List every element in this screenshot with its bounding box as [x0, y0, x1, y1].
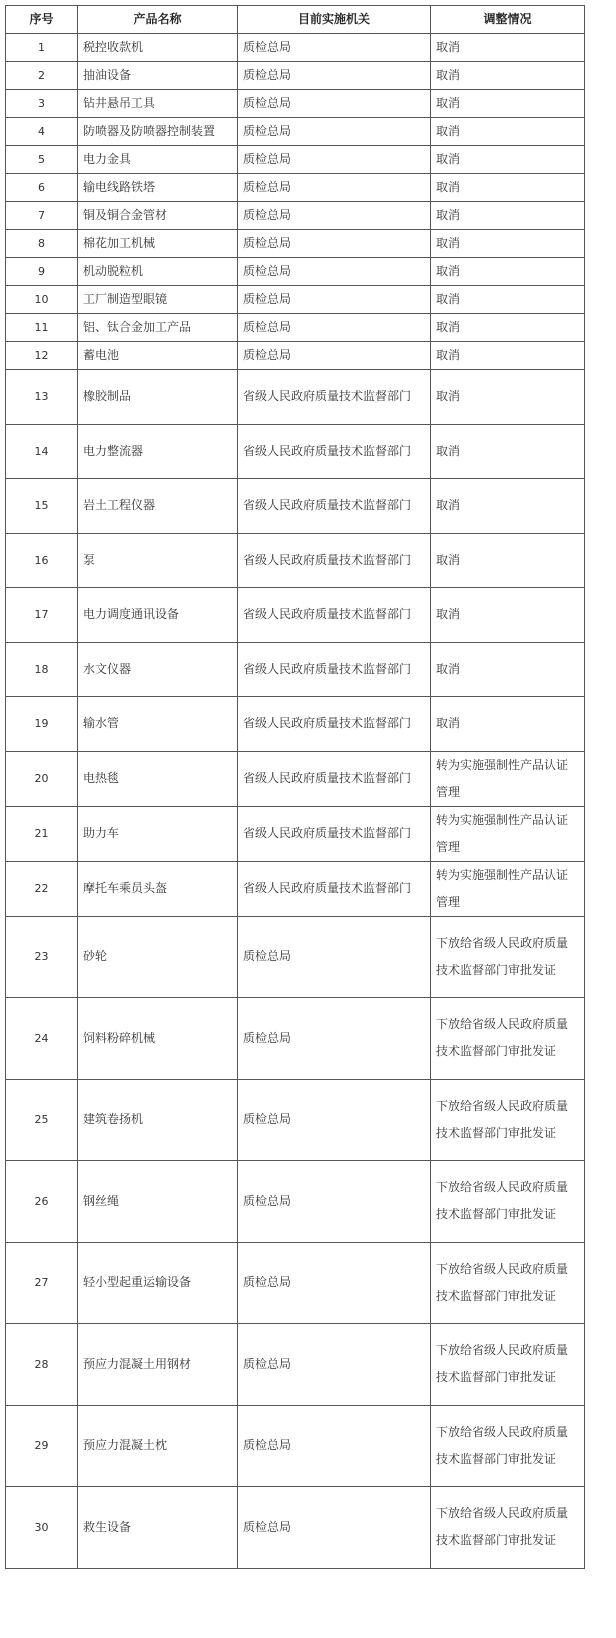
- table-row: [6, 1161, 585, 1243]
- cell-seq: 21: [6, 806, 78, 861]
- table-row: [6, 642, 585, 697]
- cell-adjustment: 取消: [431, 588, 585, 643]
- cell-product-name: 轻小型起重运输设备: [78, 1242, 238, 1324]
- cell-product-name: 橡胶制品: [78, 370, 238, 425]
- cell-seq: 24: [6, 998, 78, 1080]
- cell-seq: 14: [6, 424, 78, 479]
- cell-seq: 3: [6, 90, 78, 118]
- table-row: [6, 286, 585, 314]
- cell-seq: 16: [6, 533, 78, 588]
- table-row: [6, 1079, 585, 1161]
- cell-agency: 省级人民政府质量技术监督部门: [238, 479, 431, 534]
- cell-product-name: 棉花加工机械: [78, 230, 238, 258]
- cell-adjustment: 下放给省级人民政府质量技术监督部门审批发证: [431, 1242, 585, 1324]
- header-product-name: 产品名称: [78, 6, 238, 34]
- cell-product-name: 钢丝绳: [78, 1161, 238, 1243]
- cell-agency: 质检总局: [238, 1161, 431, 1243]
- cell-seq: 1: [6, 34, 78, 62]
- table-row: [6, 174, 585, 202]
- cell-product-name: 预应力混凝土用钢材: [78, 1324, 238, 1406]
- cell-product-name: 饲料粉碎机械: [78, 998, 238, 1080]
- cell-adjustment: 取消: [431, 146, 585, 174]
- cell-adjustment: 取消: [431, 424, 585, 479]
- cell-adjustment: 取消: [431, 258, 585, 286]
- cell-seq: 6: [6, 174, 78, 202]
- cell-agency: 省级人民政府质量技术监督部门: [238, 642, 431, 697]
- cell-adjustment: 下放给省级人民政府质量技术监督部门审批发证: [431, 1324, 585, 1406]
- cell-agency: 质检总局: [238, 118, 431, 146]
- cell-product-name: 预应力混凝土枕: [78, 1405, 238, 1487]
- cell-product-name: 水文仪器: [78, 642, 238, 697]
- cell-adjustment: 取消: [431, 697, 585, 752]
- cell-agency: 省级人民政府质量技术监督部门: [238, 806, 431, 861]
- table-row: [6, 1487, 585, 1569]
- table-row: [6, 697, 585, 752]
- cell-product-name: 机动脱粒机: [78, 258, 238, 286]
- cell-agency: 质检总局: [238, 146, 431, 174]
- cell-seq: 17: [6, 588, 78, 643]
- cell-adjustment: 取消: [431, 642, 585, 697]
- table-row: [6, 1405, 585, 1487]
- header-adjustment: 调整情况: [431, 6, 585, 34]
- cell-seq: 5: [6, 146, 78, 174]
- cell-agency: 质检总局: [238, 1324, 431, 1406]
- cell-product-name: 救生设备: [78, 1487, 238, 1569]
- cell-product-name: 摩托车乘员头盔: [78, 861, 238, 916]
- cell-adjustment: 取消: [431, 370, 585, 425]
- cell-seq: 18: [6, 642, 78, 697]
- cell-agency: 质检总局: [238, 1242, 431, 1324]
- cell-product-name: 防喷器及防喷器控制装置: [78, 118, 238, 146]
- table-row: [6, 258, 585, 286]
- cell-agency: 质检总局: [238, 998, 431, 1080]
- table-row: [6, 424, 585, 479]
- cell-agency: 省级人民政府质量技术监督部门: [238, 370, 431, 425]
- cell-seq: 27: [6, 1242, 78, 1324]
- table-header-row: [6, 6, 585, 34]
- cell-seq: 28: [6, 1324, 78, 1406]
- cell-product-name: 泵: [78, 533, 238, 588]
- cell-product-name: 助力车: [78, 806, 238, 861]
- cell-agency: 省级人民政府质量技术监督部门: [238, 751, 431, 806]
- cell-product-name: 工厂制造型眼镜: [78, 286, 238, 314]
- cell-agency: 质检总局: [238, 314, 431, 342]
- cell-product-name: 电力金具: [78, 146, 238, 174]
- cell-adjustment: 下放给省级人民政府质量技术监督部门审批发证: [431, 998, 585, 1080]
- cell-agency: 省级人民政府质量技术监督部门: [238, 588, 431, 643]
- cell-agency: 质检总局: [238, 90, 431, 118]
- cell-agency: 质检总局: [238, 258, 431, 286]
- cell-product-name: 蓄电池: [78, 342, 238, 370]
- table-row: [6, 342, 585, 370]
- cell-adjustment: 取消: [431, 286, 585, 314]
- cell-product-name: 钻井悬吊工具: [78, 90, 238, 118]
- cell-seq: 29: [6, 1405, 78, 1487]
- cell-seq: 22: [6, 861, 78, 916]
- cell-agency: 质检总局: [238, 1405, 431, 1487]
- cell-agency: 省级人民政府质量技术监督部门: [238, 424, 431, 479]
- cell-seq: 25: [6, 1079, 78, 1161]
- table-row: [6, 588, 585, 643]
- cell-agency: 质检总局: [238, 174, 431, 202]
- cell-product-name: 税控收款机: [78, 34, 238, 62]
- cell-seq: 7: [6, 202, 78, 230]
- cell-seq: 8: [6, 230, 78, 258]
- cell-product-name: 输水管: [78, 697, 238, 752]
- cell-agency: 省级人民政府质量技术监督部门: [238, 861, 431, 916]
- cell-agency: 质检总局: [238, 342, 431, 370]
- cell-agency: 质检总局: [238, 286, 431, 314]
- table-row: [6, 916, 585, 998]
- cell-agency: 质检总局: [238, 202, 431, 230]
- cell-agency: 质检总局: [238, 230, 431, 258]
- cell-seq: 23: [6, 916, 78, 998]
- table-row: [6, 34, 585, 62]
- table-row: [6, 314, 585, 342]
- cell-seq: 2: [6, 62, 78, 90]
- table-row: [6, 1324, 585, 1406]
- cell-seq: 20: [6, 751, 78, 806]
- cell-product-name: 抽油设备: [78, 62, 238, 90]
- cell-product-name: 电热毯: [78, 751, 238, 806]
- cell-seq: 15: [6, 479, 78, 534]
- table-row: [6, 202, 585, 230]
- cell-seq: 10: [6, 286, 78, 314]
- cell-seq: 30: [6, 1487, 78, 1569]
- cell-adjustment: 取消: [431, 118, 585, 146]
- cell-seq: 9: [6, 258, 78, 286]
- cell-product-name: 岩土工程仪器: [78, 479, 238, 534]
- header-agency: 目前实施机关: [238, 6, 431, 34]
- cell-adjustment: 取消: [431, 34, 585, 62]
- table-row: [6, 230, 585, 258]
- cell-adjustment: 转为实施强制性产品认证管理: [431, 861, 585, 916]
- cell-product-name: 铜及铜合金管材: [78, 202, 238, 230]
- cell-adjustment: 转为实施强制性产品认证管理: [431, 751, 585, 806]
- cell-adjustment: 取消: [431, 174, 585, 202]
- cell-agency: 质检总局: [238, 1487, 431, 1569]
- cell-agency: 省级人民政府质量技术监督部门: [238, 533, 431, 588]
- cell-seq: 19: [6, 697, 78, 752]
- cell-product-name: 电力整流器: [78, 424, 238, 479]
- cell-seq: 4: [6, 118, 78, 146]
- table-row: [6, 118, 585, 146]
- cell-seq: 11: [6, 314, 78, 342]
- table-container: [5, 5, 585, 1569]
- cell-seq: 26: [6, 1161, 78, 1243]
- table-row: [6, 998, 585, 1080]
- cell-product-name: 电力调度通讯设备: [78, 588, 238, 643]
- cell-adjustment: 下放给省级人民政府质量技术监督部门审批发证: [431, 1079, 585, 1161]
- table-row: [6, 146, 585, 174]
- cell-adjustment: 下放给省级人民政府质量技术监督部门审批发证: [431, 1487, 585, 1569]
- cell-seq: 13: [6, 370, 78, 425]
- cell-agency: 质检总局: [238, 34, 431, 62]
- cell-adjustment: 下放给省级人民政府质量技术监督部门审批发证: [431, 1405, 585, 1487]
- cell-adjustment: 取消: [431, 62, 585, 90]
- cell-seq: 12: [6, 342, 78, 370]
- header-seq: 序号: [6, 6, 78, 34]
- cell-agency: 质检总局: [238, 1079, 431, 1161]
- table-body: [6, 34, 585, 1569]
- cell-adjustment: 转为实施强制性产品认证管理: [431, 806, 585, 861]
- cell-adjustment: 取消: [431, 202, 585, 230]
- table-row: [6, 806, 585, 861]
- cell-adjustment: 下放给省级人民政府质量技术监督部门审批发证: [431, 1161, 585, 1243]
- table-row: [6, 90, 585, 118]
- cell-product-name: 铝、钛合金加工产品: [78, 314, 238, 342]
- table-row: [6, 533, 585, 588]
- cell-agency: 质检总局: [238, 916, 431, 998]
- cell-adjustment: 取消: [431, 342, 585, 370]
- cell-adjustment: 取消: [431, 533, 585, 588]
- table-row: [6, 62, 585, 90]
- cell-adjustment: 取消: [431, 90, 585, 118]
- table-row: [6, 370, 585, 425]
- table-row: [6, 479, 585, 534]
- cell-adjustment: 下放给省级人民政府质量技术监督部门审批发证: [431, 916, 585, 998]
- table-row: [6, 751, 585, 806]
- cell-product-name: 砂轮: [78, 916, 238, 998]
- table-row: [6, 1242, 585, 1324]
- cell-adjustment: 取消: [431, 479, 585, 534]
- cell-product-name: 输电线路铁塔: [78, 174, 238, 202]
- cell-product-name: 建筑卷扬机: [78, 1079, 238, 1161]
- cell-agency: 质检总局: [238, 62, 431, 90]
- table-row: [6, 861, 585, 916]
- product-adjustment-table: [5, 5, 585, 1569]
- cell-agency: 省级人民政府质量技术监督部门: [238, 697, 431, 752]
- cell-adjustment: 取消: [431, 314, 585, 342]
- cell-adjustment: 取消: [431, 230, 585, 258]
